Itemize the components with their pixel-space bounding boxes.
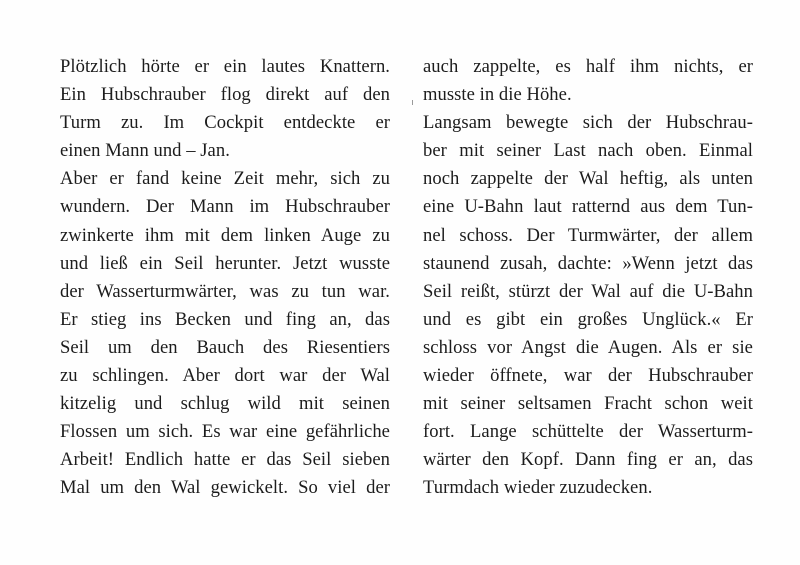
text-line: wundern. Der Mann im Hubschrauber xyxy=(60,196,390,218)
text-line: Langsam bewegte sich der Hubschrau- xyxy=(423,112,753,134)
text-line: musste in die Höhe. xyxy=(423,84,572,106)
text-line: Turm zu. Im Cockpit entdeckte er xyxy=(60,112,390,134)
text-line: Seil reißt, stürzt der Wal auf die U-Bahn xyxy=(423,280,753,302)
text-line: noch zappelte der Wal heftig, als unten xyxy=(423,168,753,190)
text-line: wieder öffnete, war der Hubschrauber xyxy=(423,365,753,387)
text-line: wärter den Kopf. Dann fing er an, das xyxy=(423,449,753,471)
text-line: auch zappelte, es half ihm nichts, er xyxy=(423,56,753,77)
text-line: der Wasserturmwärter, was zu tun war. xyxy=(60,280,390,302)
scan-speck xyxy=(412,100,413,105)
text-line: fort. Lange schüttelte der Wasserturm- xyxy=(423,421,753,443)
text-line: staunend zusah, dachte: »Wenn jetzt das xyxy=(423,252,753,274)
text-line: Flossen um sich. Es war eine gefährliche xyxy=(60,421,390,443)
text-line: nel schoss. Der Turmwärter, der allem xyxy=(423,224,753,246)
text-line: eine U-Bahn laut ratternd aus dem Tun- xyxy=(423,196,753,218)
text-line: Turmdach wieder zuzudecken. xyxy=(423,477,653,499)
text-line: mit seiner seltsamen Fracht schon weit xyxy=(423,393,753,415)
text-line: Ein Hubschrauber flog direkt auf den xyxy=(60,84,390,106)
left-text-column xyxy=(60,53,390,503)
text-line: und ließ ein Seil herunter. Jetzt wusste xyxy=(60,252,390,274)
text-line: Plötzlich hörte er ein lautes Knattern. xyxy=(60,56,390,77)
text-line: Er stieg ins Becken und fing an, das xyxy=(60,308,390,330)
text-line: Aber er fand keine Zeit mehr, sich zu xyxy=(60,168,390,190)
text-line: Seil um den Bauch des Riesentiers xyxy=(60,336,390,358)
text-line: Arbeit! Endlich hatte er das Seil sieben xyxy=(60,449,390,471)
text-line: zu schlingen. Aber dort war der Wal xyxy=(60,365,390,387)
text-line: schloss vor Angst die Augen. Als er sie xyxy=(423,336,753,358)
text-line: Mal um den Wal gewickelt. So viel der xyxy=(60,477,390,499)
text-line: zwinkerte ihm mit dem linken Auge zu xyxy=(60,224,390,246)
text-line: einen Mann und – Jan. xyxy=(60,140,230,162)
text-line: ber mit seiner Last nach oben. Einmal xyxy=(423,140,753,162)
text-line: und es gibt ein großes Unglück.« Er xyxy=(423,308,753,330)
right-text-column xyxy=(423,53,753,503)
text-line: kitzelig und schlug wild mit seinen xyxy=(60,393,390,415)
